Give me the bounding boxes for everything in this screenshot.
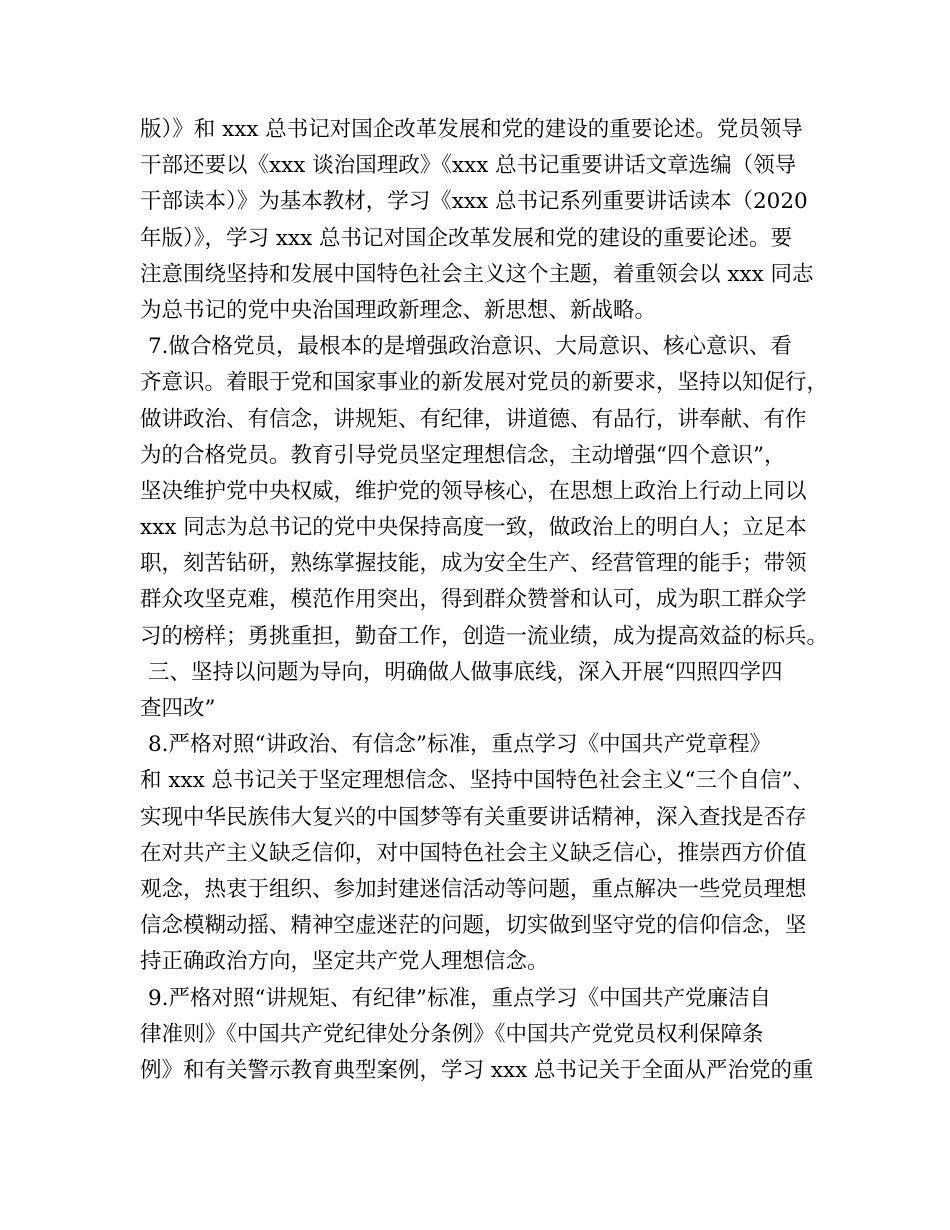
text-line: 职，刻苦钻研，熟练掌握技能，成为安全生产、经营管理的能手；带领 [140,551,807,577]
document-body [140,112,830,1089]
text-line: 注意围绕坚持和发展中国特色社会主义这个主题，着重领会以 xxx 同志 [140,261,814,287]
text-line: 为总书记的党中央治国理政新理念、新思想、新战略。 [140,297,657,323]
text-line: 在对共产主义缺乏信仰，对中国特色社会主义缺乏信心，推崇西方价值 [140,840,807,866]
text-line: 干部读本）》为基本教材，学习《xxx 总书记系列重要讲话读本（2020 [140,189,808,215]
text-line: 齐意识。着眼于党和国家事业的新发展对党员的新要求，坚持以知促行， [140,370,829,396]
text-line: 为的合格党员。教育引导党员坚定理想信念，主动增强“四个意识”， [140,442,786,468]
section-heading-3: 三、坚持以问题为导向，明确做人做事底线，深入开展“四照四学四 [148,659,783,685]
text-line: 实现中华民族伟大复兴的中国梦等有关重要讲话精神，深入查找是否存 [140,804,807,830]
text-line: 观念，热衷于组织、参加封建迷信活动等问题，重点解决一些党员理想 [140,876,807,902]
text-line: 和 xxx 总书记关于坚定理想信念、坚持中国特色社会主义“三个自信”、 [140,768,815,794]
section-heading-3-cont: 查四改” [140,696,216,721]
text-line: 年版）》，学习 xxx 总书记对国企改革发展和党的建设的重要论述。要 [140,225,793,251]
text-line: 版）》和 xxx 总书记对国企改革发展和党的建设的重要论述。党员领导 [140,117,803,142]
text-line: 习的榜样；勇挑重担，勤奋工作，创造一流业绩，成为提高效益的标兵。 [140,623,829,649]
text-line: 干部还要以《xxx 谈治国理政》《xxx 总书记重要讲话文章选编（领导 [140,153,797,179]
paragraph-7-start: 7.做合格党员，最根本的是增强政治意识、大局意识、核心意识、看 [148,334,793,360]
text-line: 做讲政治、有信念，讲规矩、有纪律，讲道德、有品行，讲奉献、有作 [140,406,807,432]
paragraph-8-start: 8.严格对照“讲政治、有信念”标准，重点学习《中国共产党章程》 [148,732,771,758]
text-line: 例》和有关警示教育典型案例，学习 xxx 总书记关于全面从严治党的重 [140,1057,814,1083]
text-line: 群众攻坚克难，模范作用突出，得到群众赞誉和认可，成为职工群众学 [140,587,807,613]
text-line: 信念模糊动摇、精神空虚迷茫的问题，切实做到坚守党的信仰信念，坚 [140,913,807,939]
text-line: 律准则》《中国共产党纪律处分条例》《中国共产党党员权利保障条 [140,1021,764,1047]
text-line: xxx 同志为总书记的党中央保持高度一致，做政治上的明白人；立足本 [140,515,807,541]
text-line: 坚决维护党中央权威，维护党的领导核心，在思想上政治上行动上同以 [140,478,807,504]
text-line: 持正确政治方向，坚定共产党人理想信念。 [140,949,549,975]
paragraph-9-start: 9.严格对照“讲规矩、有纪律”标准，重点学习《中国共产党廉洁自 [148,985,771,1011]
